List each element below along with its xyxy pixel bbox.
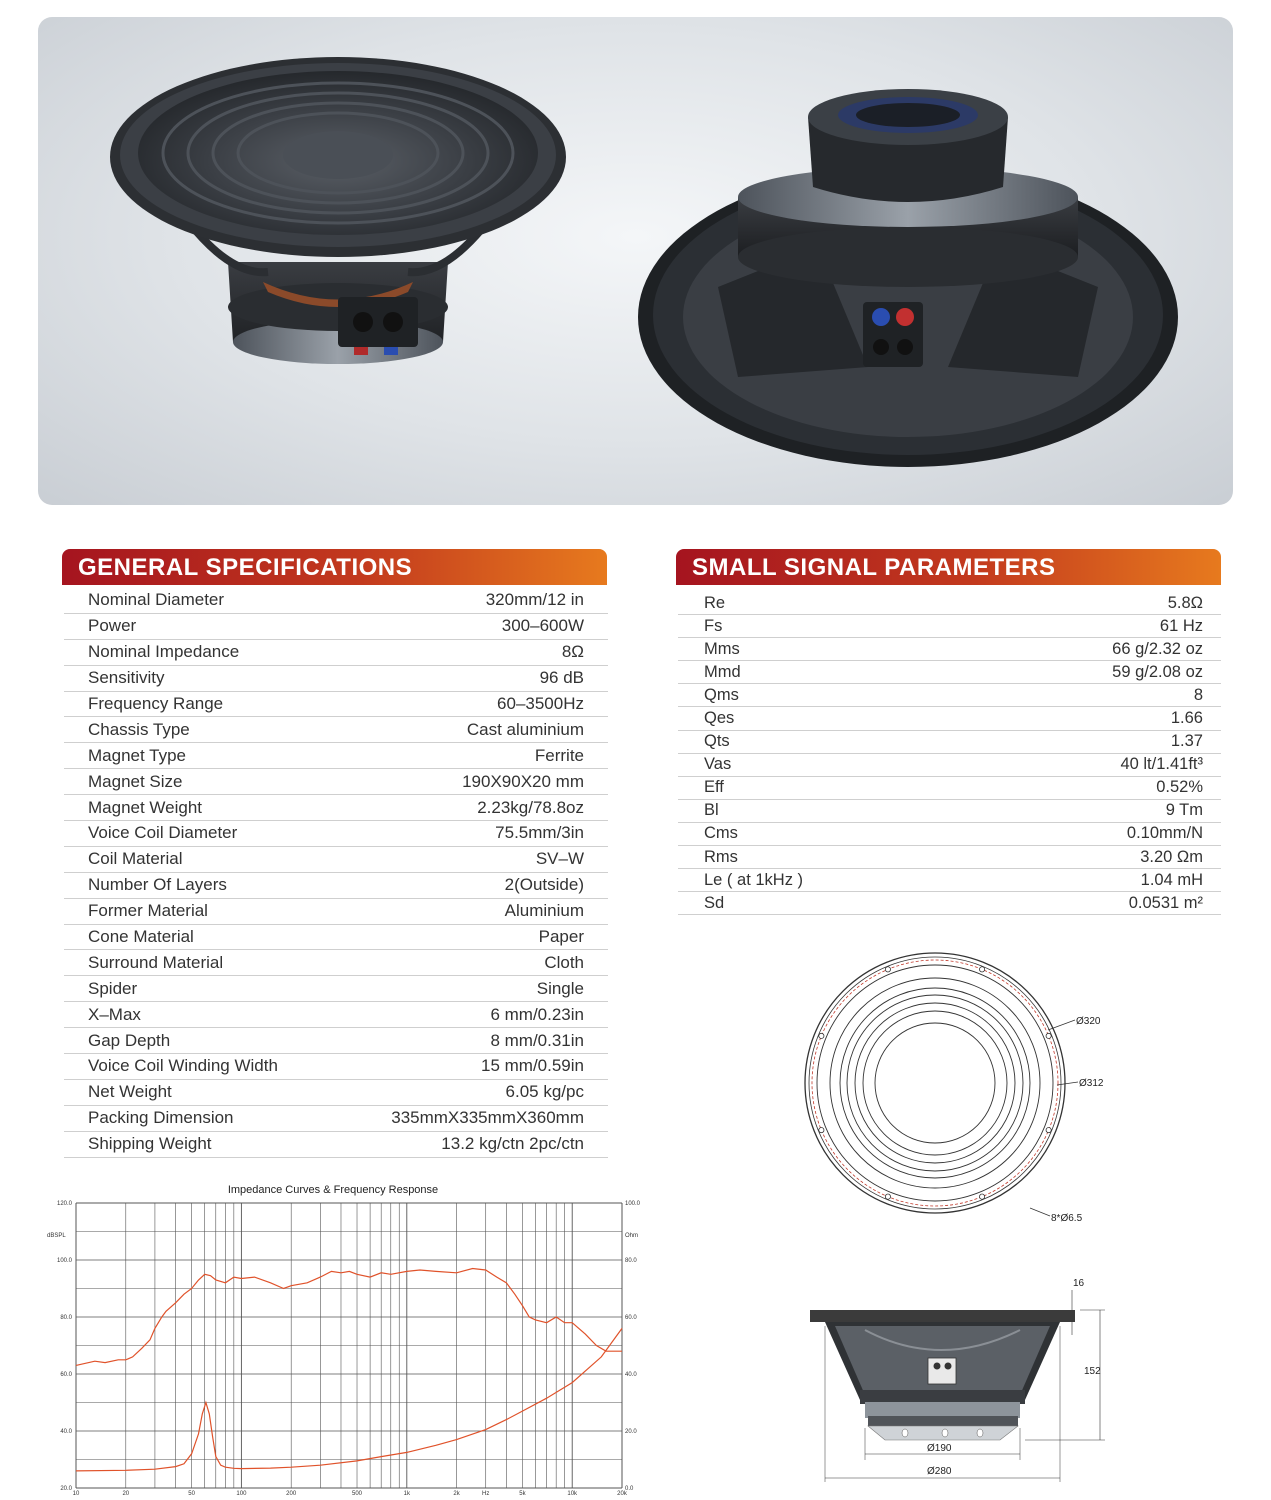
small-signal-label: Sd — [704, 893, 725, 912]
small-signal-row — [678, 731, 1221, 754]
general-spec-label: Magnet Weight — [88, 797, 203, 817]
general-spec-label: Surround Material — [88, 952, 224, 972]
general-spec-value: 335mmX335mmX360mm — [391, 1108, 584, 1128]
general-spec-value: 8Ω — [561, 642, 584, 662]
general-spec-value: 8 mm/0.31in — [490, 1030, 584, 1050]
general-specifications-table — [64, 588, 608, 1158]
general-spec-row — [64, 1028, 608, 1054]
speaker-rear-view — [638, 89, 1178, 467]
small-signal-label: Cms — [704, 824, 738, 843]
small-signal-value: 1.37 — [1170, 732, 1203, 751]
y-right-tick-label: 60.0 — [625, 1315, 637, 1321]
technical-drawings — [790, 970, 1120, 1490]
small-signal-parameters-table — [678, 592, 1221, 915]
magnet-diameter-label: Ø190 — [927, 1443, 952, 1454]
small-signal-value: 1.04 mH — [1140, 870, 1203, 889]
small-signal-value: 0.10mm/N — [1126, 824, 1203, 843]
small-signal-label: Qes — [704, 709, 735, 728]
general-spec-row — [64, 769, 608, 795]
general-spec-row — [64, 666, 608, 692]
small-signal-label: Bl — [704, 801, 719, 820]
y-left-tick-label: 120.0 — [56, 1201, 72, 1207]
general-spec-row — [64, 1106, 608, 1132]
general-spec-label: Cone Material — [88, 927, 194, 947]
general-spec-value: 190X90X20 mm — [462, 771, 584, 791]
y-left-tick-label: 60.0 — [60, 1372, 72, 1378]
x-tick-label: 50 — [188, 1491, 195, 1497]
small-signal-label: Re — [704, 593, 726, 612]
x-tick-label: 20k — [617, 1491, 627, 1497]
general-spec-value: Ferrite — [534, 745, 584, 765]
general-spec-row — [64, 925, 608, 951]
general-spec-label: Nominal Diameter — [88, 590, 225, 610]
general-spec-label: Gap Depth — [88, 1030, 171, 1050]
general-spec-value: 300–600W — [501, 616, 584, 636]
small-signal-row — [678, 777, 1221, 800]
height-label: 152 — [1084, 1366, 1101, 1377]
general-spec-label: Packing Dimension — [88, 1108, 234, 1128]
general-spec-row — [64, 873, 608, 899]
y-left-tick-label: 80.0 — [60, 1315, 72, 1321]
small-signal-label: Vas — [704, 755, 732, 774]
small-signal-value: 1.66 — [1170, 709, 1203, 728]
small-signal-label: Rms — [704, 847, 738, 866]
y-left-tick-label: 100.0 — [56, 1258, 72, 1264]
small-signal-row — [678, 846, 1221, 869]
general-spec-row — [64, 1080, 608, 1106]
small-signal-value: 8 — [1193, 685, 1203, 704]
small-signal-label: Qms — [704, 685, 739, 704]
general-spec-label: Number Of Layers — [88, 875, 227, 895]
general-spec-value: Paper — [538, 927, 584, 947]
small-signal-value: 5.8Ω — [1167, 593, 1203, 612]
small-signal-row — [678, 823, 1221, 846]
impedance-frequency-chart — [44, 1177, 641, 1497]
small-signal-value: 40 lt/1.41ft³ — [1120, 755, 1203, 774]
bolt-hole — [1046, 1033, 1051, 1038]
chart-ticks — [57, 1201, 641, 1497]
general-spec-value: 15 mm/0.59in — [481, 1056, 584, 1076]
general-spec-row — [64, 743, 608, 769]
general-spec-label: X–Max — [88, 1004, 141, 1024]
general-spec-row — [64, 614, 608, 640]
product-photo-panel — [38, 17, 1233, 505]
general-spec-label: Voice Coil Diameter — [88, 823, 238, 843]
general-spec-row — [64, 588, 608, 614]
general-spec-label: Shipping Weight — [88, 1134, 212, 1154]
side-view-drawing — [810, 1278, 1105, 1482]
y-left-tick-label: 20.0 — [60, 1486, 72, 1492]
inner-diameter-label: Ø312 — [1079, 1078, 1104, 1089]
y-right-tick-label: 100.0 — [625, 1201, 641, 1207]
general-spec-label: Magnet Size — [88, 771, 183, 791]
outer-diameter-label: Ø320 — [1076, 1016, 1101, 1027]
small-signal-value: 61 Hz — [1159, 616, 1203, 635]
x-tick-label: 100 — [236, 1491, 247, 1497]
small-signal-value: 66 g/2.32 oz — [1112, 639, 1203, 658]
small-signal-parameters-header: SMALL SIGNAL PARAMETERS — [676, 549, 1221, 585]
y-left-axis-label: dBSPL — [47, 1233, 66, 1239]
general-spec-label: Former Material — [88, 901, 208, 921]
general-spec-row — [64, 1002, 608, 1028]
flange-thickness-label: 16 — [1073, 1278, 1085, 1289]
general-spec-label: Coil Material — [88, 849, 183, 869]
general-spec-value: 60–3500Hz — [497, 694, 584, 713]
small-signal-row — [678, 638, 1221, 661]
general-spec-row — [64, 847, 608, 873]
bolt-hole — [979, 1194, 984, 1199]
general-spec-row — [64, 1132, 608, 1158]
bolt-hole — [979, 967, 984, 972]
general-spec-row — [64, 976, 608, 1002]
x-tick-label: 500 — [352, 1491, 363, 1497]
small-signal-label: Qts — [704, 732, 730, 751]
general-spec-row — [64, 795, 608, 821]
general-spec-row — [64, 640, 608, 666]
general-spec-row — [64, 1054, 608, 1080]
y-right-axis-label: Ohm — [625, 1233, 639, 1239]
x-unit-label: Hz — [482, 1491, 490, 1497]
x-tick-label: 5k — [519, 1491, 526, 1497]
small-signal-row — [678, 707, 1221, 730]
small-signal-row — [678, 684, 1221, 707]
small-signal-value: 3.20 Ωm — [1140, 847, 1203, 866]
general-spec-value: SV–W — [535, 849, 584, 869]
y-right-tick-label: 0.0 — [625, 1486, 634, 1492]
general-spec-value: Cast aluminium — [466, 719, 584, 739]
small-signal-row — [678, 754, 1221, 777]
y-left-tick-label: 40.0 — [60, 1429, 72, 1435]
y-right-tick-label: 20.0 — [625, 1429, 637, 1435]
small-signal-row — [678, 869, 1221, 892]
general-spec-label: Net Weight — [88, 1082, 172, 1102]
x-tick-label: 200 — [286, 1491, 297, 1497]
small-signal-label: Le ( at 1kHz ) — [704, 870, 804, 889]
small-signal-label: Mmd — [704, 662, 741, 681]
general-spec-value: 6.05 kg/pc — [505, 1082, 584, 1102]
chart-series — [76, 1269, 622, 1471]
general-spec-value: Aluminium — [504, 901, 584, 921]
general-spec-label: Sensitivity — [88, 668, 165, 688]
x-tick-label: 10k — [567, 1491, 578, 1497]
small-signal-value: 9 Tm — [1165, 801, 1203, 820]
x-tick-label: 20 — [122, 1491, 130, 1497]
bolt-hole — [885, 1194, 890, 1199]
mounting-holes-label: 8*Ø6.5 — [1051, 1213, 1083, 1224]
general-spec-row — [64, 717, 608, 743]
bolt-holes — [819, 967, 1051, 1199]
product-illustration — [38, 17, 1233, 505]
general-spec-value: 320mm/12 in — [485, 590, 584, 610]
general-spec-label: Voice Coil Winding Width — [88, 1056, 278, 1076]
general-spec-row — [64, 899, 608, 925]
chart-title: Impedance Curves & Frequency Response — [227, 1184, 439, 1196]
bolt-hole — [819, 1127, 824, 1132]
general-spec-label: Nominal Impedance — [88, 642, 240, 662]
bolt-hole — [819, 1033, 824, 1038]
small-signal-row — [678, 661, 1221, 684]
small-signal-label: Mms — [704, 639, 740, 658]
impedance-curve — [76, 1328, 622, 1471]
general-spec-value: 96 dB — [539, 668, 584, 688]
x-tick-label: 2k — [453, 1491, 460, 1497]
general-spec-label: Magnet Type — [88, 745, 186, 765]
general-spec-label: Chassis Type — [88, 719, 190, 739]
small-signal-row — [678, 800, 1221, 823]
frame-diameter-label: Ø280 — [927, 1466, 952, 1477]
general-spec-value: Cloth — [544, 952, 584, 972]
general-spec-value: 2(Outside) — [504, 875, 584, 895]
small-signal-row — [678, 592, 1221, 615]
front-view-drawing — [805, 953, 1104, 1224]
small-signal-label: Eff — [704, 778, 724, 797]
small-signal-label: Fs — [704, 616, 723, 635]
general-spec-row — [64, 692, 608, 718]
general-spec-value: 75.5mm/3in — [495, 823, 584, 843]
general-spec-label: Power — [88, 616, 137, 636]
bolt-hole — [885, 967, 890, 972]
x-tick-label: 10 — [72, 1491, 80, 1497]
general-spec-row — [64, 821, 608, 847]
general-spec-value: 13.2 kg/ctn 2pc/ctn — [441, 1134, 584, 1154]
small-signal-row — [678, 615, 1221, 638]
general-spec-value: 6 mm/0.23in — [490, 1004, 584, 1024]
small-signal-value: 59 g/2.08 oz — [1112, 662, 1203, 681]
general-spec-label: Frequency Range — [88, 694, 224, 713]
small-signal-row — [678, 892, 1221, 915]
general-spec-row — [64, 950, 608, 976]
chart-grid — [76, 1203, 622, 1488]
general-spec-value: Single — [536, 978, 584, 998]
small-signal-value: 0.0531 m² — [1128, 893, 1203, 912]
y-right-tick-label: 80.0 — [625, 1258, 637, 1264]
general-spec-value: 2.23kg/78.8oz — [477, 797, 584, 817]
speaker-front-view — [110, 57, 566, 364]
x-tick-label: 1k — [403, 1491, 410, 1497]
general-spec-label: Spider — [88, 978, 138, 998]
bolt-hole — [1046, 1127, 1051, 1132]
y-right-tick-label: 40.0 — [625, 1372, 637, 1378]
general-specifications-header: GENERAL SPECIFICATIONS — [62, 549, 607, 585]
small-signal-value: 0.52% — [1156, 778, 1203, 797]
